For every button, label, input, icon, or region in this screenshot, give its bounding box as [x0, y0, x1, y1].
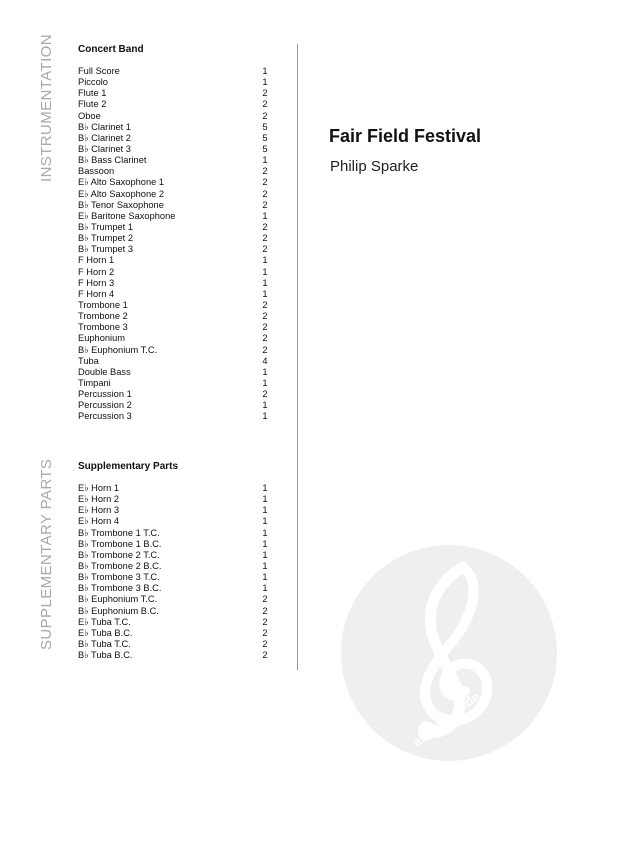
part-quantity: 1	[262, 516, 268, 527]
part-name: E♭ Tuba B.C.	[78, 627, 133, 638]
part-name: Bassoon	[78, 166, 115, 177]
part-name: E♭ Tuba T.C.	[78, 616, 131, 627]
part-row	[78, 300, 270, 311]
part-name: E♭ Alto Saxophone 2	[78, 188, 165, 199]
part-quantity: 2	[262, 221, 268, 232]
part-quantity: 2	[262, 188, 268, 199]
part-name: B♭ Trombone 1 T.C.	[78, 527, 160, 538]
part-row	[78, 505, 270, 516]
part-name: Percussion 3	[78, 411, 132, 422]
part-row	[78, 144, 270, 155]
part-name: Trombone 3	[78, 322, 128, 333]
part-name: Trombone 1	[78, 299, 128, 310]
part-quantity: 2	[262, 333, 268, 344]
part-quantity: 1	[262, 255, 268, 266]
part-row	[78, 628, 270, 639]
treble-clef-icon	[341, 545, 557, 761]
part-name: B♭ Euphonium B.C.	[78, 605, 159, 616]
part-quantity: 2	[262, 233, 268, 244]
part-name: B♭ Clarinet 2	[78, 132, 131, 143]
part-name: B♭ Euphonium T.C.	[78, 344, 158, 355]
part-name: B♭ Trumpet 3	[78, 244, 134, 255]
part-name: Euphonium	[78, 333, 126, 344]
part-quantity: 5	[262, 143, 268, 154]
part-row	[78, 494, 270, 505]
part-quantity: 2	[262, 177, 268, 188]
part-quantity: 5	[262, 121, 268, 132]
part-quantity: 1	[262, 377, 268, 388]
part-name: F Horn 1	[78, 255, 115, 266]
part-name: Percussion 2	[78, 400, 132, 411]
part-name: B♭ Trumpet 1	[78, 221, 134, 232]
concert-band-parts-list	[78, 66, 270, 423]
part-name: B♭ Trombone 3 B.C.	[78, 583, 162, 594]
part-row	[78, 572, 270, 583]
part-name: E♭ Horn 2	[78, 494, 120, 505]
part-quantity: 2	[262, 389, 268, 400]
part-quantity: 1	[262, 549, 268, 560]
part-row	[78, 378, 270, 389]
part-name: B♭ Trumpet 2	[78, 233, 134, 244]
part-quantity: 2	[262, 616, 268, 627]
part-quantity: 2	[262, 311, 268, 322]
part-row	[78, 356, 270, 367]
part-row	[78, 639, 270, 650]
part-row	[78, 594, 270, 605]
part-quantity: 1	[262, 538, 268, 549]
part-row	[78, 539, 270, 550]
part-row	[78, 516, 270, 527]
part-row	[78, 267, 270, 278]
part-name: Piccolo	[78, 77, 108, 88]
part-name: B♭ Trombone 2 B.C.	[78, 560, 162, 571]
part-row	[78, 561, 270, 572]
part-name: F Horn 3	[78, 277, 115, 288]
part-row	[78, 111, 270, 122]
part-row	[78, 617, 270, 628]
part-row	[78, 606, 270, 617]
part-quantity: 1	[262, 583, 268, 594]
part-row	[78, 483, 270, 494]
part-quantity: 1	[262, 366, 268, 377]
part-row	[78, 211, 270, 222]
part-name: Double Bass	[78, 366, 131, 377]
part-quantity: 1	[262, 527, 268, 538]
part-row	[78, 166, 270, 177]
part-quantity: 1	[262, 210, 268, 221]
part-name: B♭ Clarinet 3	[78, 143, 131, 154]
supplementary-parts-list	[78, 483, 270, 661]
part-row	[78, 400, 270, 411]
part-quantity: 1	[262, 266, 268, 277]
composer-name: Philip Sparke	[330, 158, 419, 175]
part-quantity: 2	[262, 627, 268, 638]
part-quantity: 1	[262, 277, 268, 288]
part-name: Flute 2	[78, 99, 107, 110]
part-quantity: 2	[262, 322, 268, 333]
part-quantity: 2	[262, 299, 268, 310]
part-quantity: 1	[262, 572, 268, 583]
part-name: Flute 1	[78, 88, 107, 99]
part-name: B♭ Euphonium T.C.	[78, 594, 158, 605]
column-divider	[297, 44, 298, 670]
part-row	[78, 177, 270, 188]
part-quantity: 2	[262, 99, 268, 110]
part-name: B♭ Trombone 2 T.C.	[78, 549, 160, 560]
part-row	[78, 583, 270, 594]
part-quantity: 1	[262, 155, 268, 166]
part-row	[78, 189, 270, 200]
part-quantity: 2	[262, 650, 268, 661]
part-row	[78, 88, 270, 99]
part-row	[78, 122, 270, 133]
part-row	[78, 77, 270, 88]
part-row	[78, 255, 270, 266]
part-quantity: 1	[262, 288, 268, 299]
part-name: Oboe	[78, 110, 101, 121]
part-row	[78, 311, 270, 322]
concert-band-heading: Concert Band	[78, 44, 144, 55]
part-row	[78, 222, 270, 233]
supplementary-parts-heading: Supplementary Parts	[78, 461, 179, 472]
part-name: F Horn 4	[78, 288, 115, 299]
part-quantity: 1	[262, 77, 268, 88]
part-name: E♭ Horn 3	[78, 505, 120, 516]
part-quantity: 1	[262, 411, 268, 422]
part-quantity: 4	[262, 355, 268, 366]
part-row	[78, 278, 270, 289]
part-name: B♭ Tuba T.C.	[78, 638, 131, 649]
part-name: Full Score	[78, 66, 120, 76]
part-name: F Horn 2	[78, 266, 115, 277]
part-row	[78, 367, 270, 378]
part-name: B♭ Bass Clarinet	[78, 155, 147, 166]
part-row	[78, 133, 270, 144]
part-quantity: 2	[262, 166, 268, 177]
part-row	[78, 66, 270, 77]
part-quantity: 2	[262, 110, 268, 121]
part-row	[78, 650, 270, 661]
watermark-text: alle-noten.de	[410, 688, 483, 751]
part-row	[78, 322, 270, 333]
part-quantity: 2	[262, 605, 268, 616]
part-quantity: 2	[262, 638, 268, 649]
part-name: B♭ Trombone 3 T.C.	[78, 572, 160, 583]
part-name: Percussion 1	[78, 389, 132, 400]
part-name: E♭ Horn 4	[78, 516, 120, 527]
part-name: E♭ Alto Saxophone 1	[78, 177, 165, 188]
supplementary-parts-side-label: SUPPLEMENTARY PARTS	[38, 458, 55, 650]
part-name: E♭ Horn 1	[78, 483, 120, 493]
part-quantity: 2	[262, 344, 268, 355]
work-title: Fair Field Festival	[329, 126, 482, 146]
part-row	[78, 389, 270, 400]
part-name: Timpani	[78, 377, 111, 388]
part-row	[78, 289, 270, 300]
part-quantity: 2	[262, 199, 268, 210]
part-row	[78, 528, 270, 539]
part-quantity: 2	[262, 244, 268, 255]
instrumentation-side-label: INSTRUMENTATION	[38, 34, 55, 182]
part-name: B♭ Tenor Saxophone	[78, 199, 164, 210]
part-name: Trombone 2	[78, 311, 128, 322]
part-quantity: 5	[262, 132, 268, 143]
part-name: Tuba	[78, 355, 99, 366]
part-quantity: 1	[262, 505, 268, 516]
part-quantity: 1	[262, 483, 268, 493]
part-name: B♭ Clarinet 1	[78, 121, 131, 132]
part-quantity: 2	[262, 88, 268, 99]
part-row	[78, 233, 270, 244]
part-name: B♭ Tuba B.C.	[78, 650, 133, 661]
part-quantity: 1	[262, 66, 268, 76]
part-quantity: 1	[262, 560, 268, 571]
part-row	[78, 99, 270, 110]
part-row	[78, 155, 270, 166]
part-quantity: 1	[262, 494, 268, 505]
part-quantity: 1	[262, 400, 268, 411]
part-row	[78, 345, 270, 356]
part-row	[78, 550, 270, 561]
part-row	[78, 200, 270, 211]
part-row	[78, 244, 270, 255]
part-row	[78, 333, 270, 344]
part-name: E♭ Baritone Saxophone	[78, 210, 176, 221]
part-quantity: 2	[262, 594, 268, 605]
part-name: B♭ Trombone 1 B.C.	[78, 538, 162, 549]
part-row	[78, 411, 270, 422]
